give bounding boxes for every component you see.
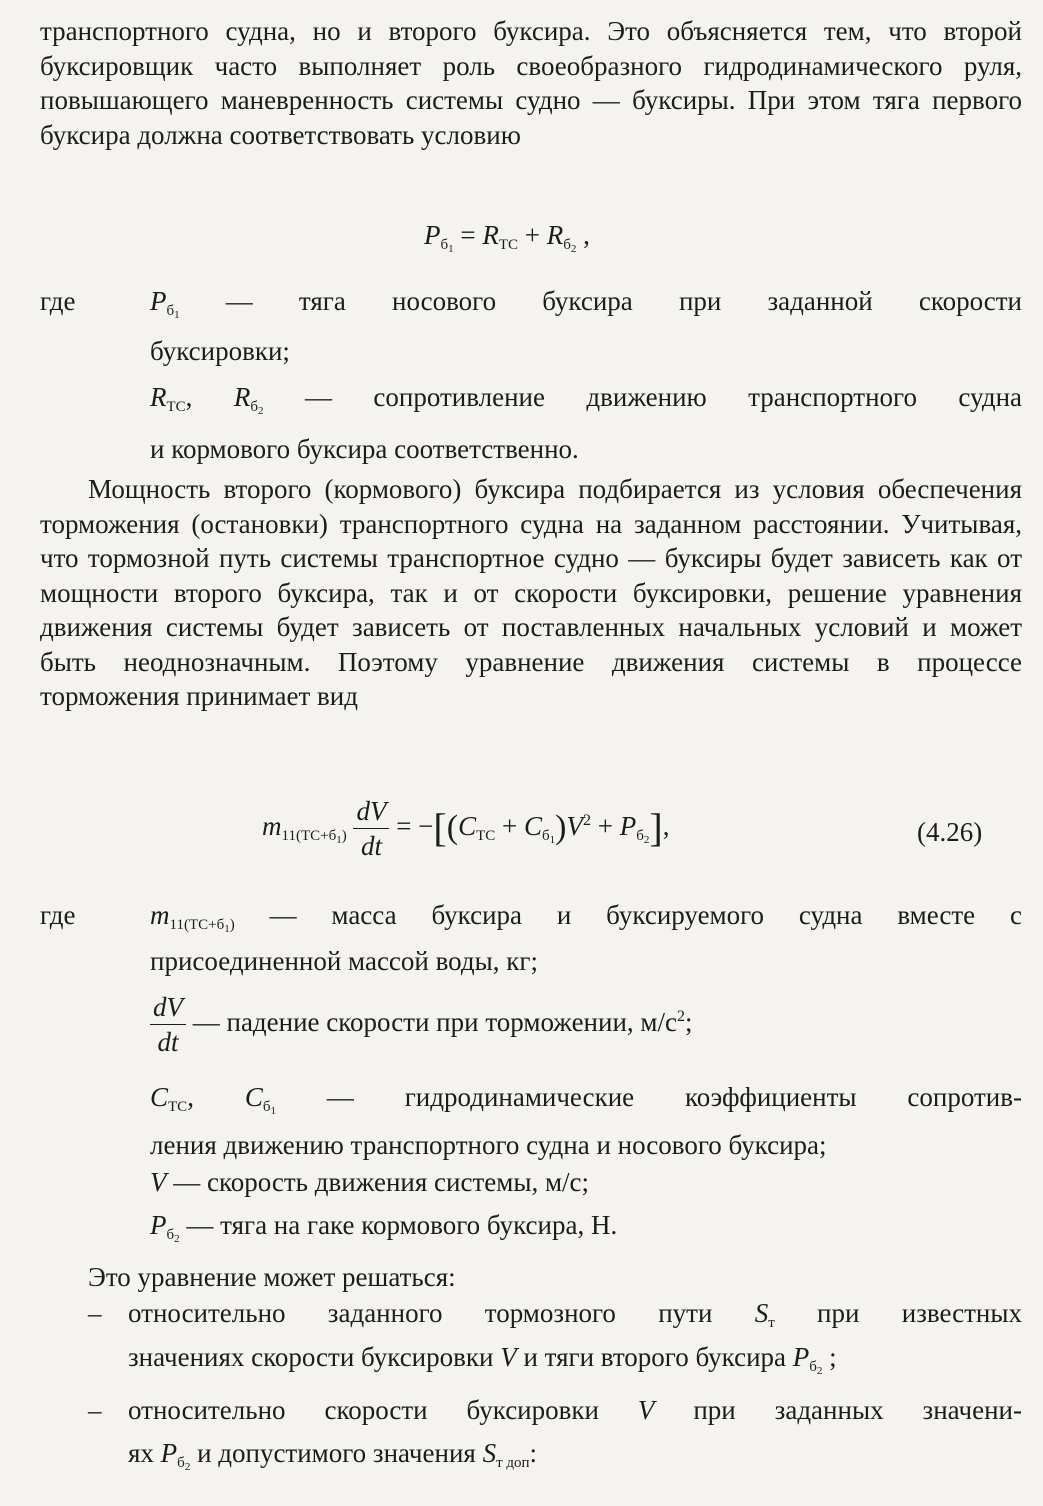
- bullet-2-line-2: ях $P_{б_2}$ и допустимого значения $S_{т доп}$:: [128, 1438, 538, 1473]
- definition-p-b1-cont: буксировки;: [150, 336, 290, 366]
- definition-c-cont: ления движению транспортного судна и носового буксира;: [150, 1130, 827, 1160]
- main-paragraph: Мощность второго (кормового) буксира подбирается из условия обеспечения торможения (остановки) транспортного судна на заданном расстоянии. Учитывая, что тормозной путь системы транспортное судно — буксиры будет зависеть как от мощности второго буксира, так и от скорости буксировки, решение уравнения движения системы будет зависеть от поставленных начальных условий и может быть неоднозначным. Поэтому уравнение движения системы в процессе торможения принимает вид: [40, 474, 1022, 711]
- definition-p-b2: $P_{б_2}$ — тяга на гаке кормового буксира, Н.: [150, 1210, 618, 1245]
- bullet-1-line-1: относительно заданного тормозного пути $S_т$ при известных: [128, 1298, 1022, 1331]
- definition-v: V — скорость движения системы, м/с;: [150, 1167, 590, 1197]
- solve-lead: Это уравнение может решаться:: [88, 1262, 456, 1292]
- definition-c-coefficients: $C_{ТС}$, $C_{б_1}$ — гидродинамические коэффициенты сопротив-: [150, 1082, 1022, 1117]
- bullet-1-line-2: значениях скорости буксировки V и тяги второго буксира $P_{б_2}$ ;: [128, 1342, 837, 1377]
- definition-r-cont: и кормового буксира соответственно.: [150, 434, 579, 464]
- definition-m11-cont: присоединенной массой воды, кг;: [150, 946, 538, 976]
- definition-p-b1: $P_{б_1}$ — тяга носового буксира при заданной скорости: [150, 286, 1022, 321]
- fraction-dv-dt: $\frac{dV}{dt}$: [353, 798, 389, 860]
- bullet-dash-2: –: [88, 1395, 102, 1425]
- equation-thrust-condition: $P_{б_1} = R_{ТС} + R_{б_2}$ ,: [424, 220, 590, 255]
- bullet-dash-1: –: [88, 1298, 102, 1328]
- equation-4-26: $m_{11(ТС+б_1)}$ $\frac{dV}{dt}$ = $-[(C_{ТС} + C_{б_1})V^2 + P_{б_2}]$,: [262, 796, 670, 861]
- definition-m11: $m_{11(ТС+б_1)}$ — масса буксира и буксируемого судна вместе с: [150, 900, 1022, 935]
- fraction-dv-dt-def: $\frac{dV}{dt}$: [150, 994, 186, 1056]
- definition-r-tc-rb2: $R_{ТС}$, $R_{б_2}$ — сопротивление движению транспортного судна: [150, 382, 1023, 417]
- intro-paragraph: транспортного судна, но и второго буксира. Это объясняется тем, что второй буксировщик часто выполняет роль своеобразного гидродинамического руля, повышающего маневренность системы судно — буксиры. При этом тяга первого буксира должна соответствовать условию: [40, 16, 1022, 150]
- equation-number: (4.26): [917, 817, 983, 847]
- bullet-2-line-1: относительно скорости буксировки V при заданных значени-: [128, 1395, 1022, 1425]
- where-label-1: где: [40, 286, 76, 316]
- definition-dv-dt: $\frac{dV}{dt}$ — падение скорости при торможении, $м/с^2$;: [150, 994, 693, 1056]
- where-label-2: где: [40, 900, 76, 930]
